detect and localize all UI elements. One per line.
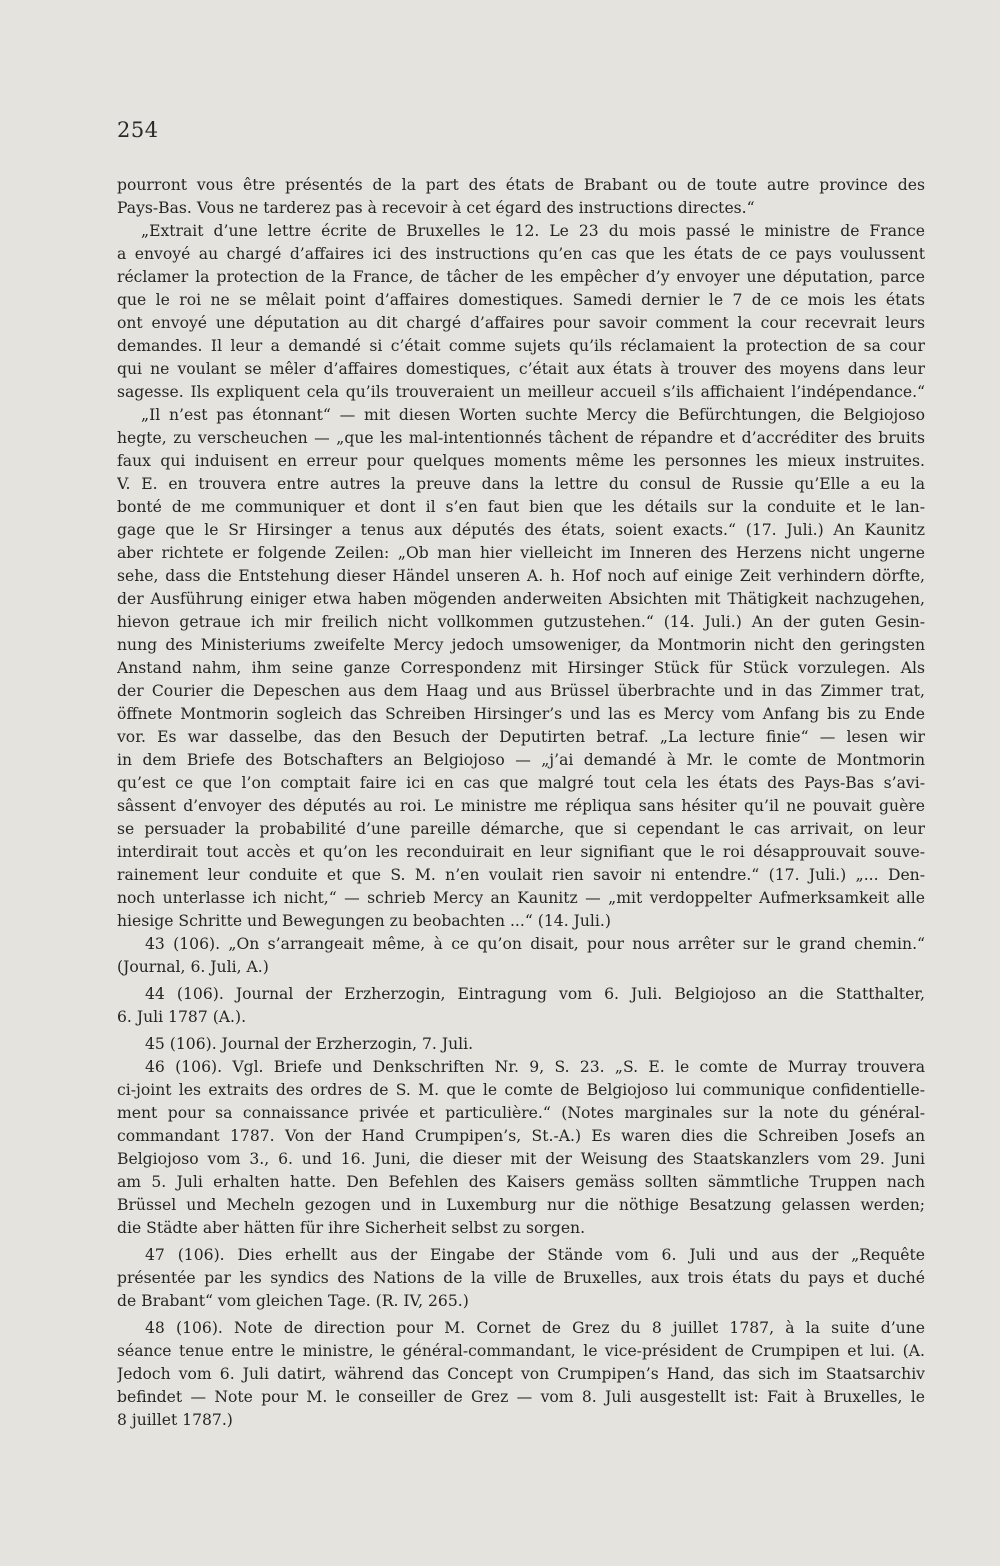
text-line: sagesse. Ils expliquent cela qu’ils trouveraient un meilleur accueil s’ils affichaient l’indépendance.“ <box>117 383 925 401</box>
text-line: interdirait tout accès et qu’on les reconduirait en leur signifiant que le roi désapprouvait souve- <box>117 843 925 861</box>
text-line: Pays-Bas. Vous ne tarderez pas à recevoir à cet égard des instructions directes.“ <box>117 199 755 217</box>
text-line: V. E. en trouvera entre autres la preuve dans la lettre du consul de Russie qu’Elle a eu la <box>117 475 925 493</box>
text-line: der Ausführung einiger etwa haben mögenden anderweiten Absichten mit Thätigkeit nachzugehen, <box>117 590 925 608</box>
text-line: sâssent d’envoyer des députés au roi. Le ministre me répliqua sans hésiter qu’il ne pouvait guère <box>117 797 925 815</box>
text-line: Brüssel und Mecheln gezogen und in Luxemburg nur die nöthige Besatzung gelassen werden; <box>117 1196 925 1214</box>
text-line: qui ne voulant se mêler d’affaires domestiques, c’était aux états à trouver des moyens dans leur <box>117 360 925 378</box>
text-line: hegte, zu verscheuchen — „que les mal-intentionnés tâchent de répandre et d’accréditer des bruits <box>117 429 925 447</box>
text-line: Anstand nahm, ihm seine ganze Correspondenz mit Hirsinger Stück für Stück vorzulegen. Als <box>117 659 925 677</box>
text-line: aber richtete er folgende Zeilen: „Ob man hier vielleicht im Inneren des Herzens nicht ungerne <box>117 544 925 562</box>
text-line: séance tenue entre le ministre, le général-commandant, le vice-président de Crumpipen et lui. (A. <box>117 1342 925 1360</box>
text-line: 8 juillet 1787.) <box>117 1411 233 1429</box>
text-line: öffnete Montmorin sogleich das Schreiben Hirsinger’s und las es Mercy vom Anfang bis zu Ende <box>117 705 925 723</box>
text-line: „Il n’est pas étonnant“ — mit diesen Worten suchte Mercy die Befürchtungen, die Belgiojoso <box>141 406 925 424</box>
page-body-text <box>117 174 925 1432</box>
text-line: 45 (106). Journal der Erzherzogin, 7. Juli. <box>145 1035 474 1053</box>
text-line: 47 (106). Dies erhellt aus der Eingabe der Stände vom 6. Juli und aus der „Requête <box>145 1246 925 1264</box>
text-line: in dem Briefe des Botschafters an Belgiojoso — „j’ai demandé à Mr. le comte de Montmorin <box>117 751 925 769</box>
text-line: demandes. Il leur a demandé si c’était comme sujets qu’ils réclamaient la protection de sa cour <box>117 337 925 355</box>
text-line: ont envoyé une députation au dit chargé d’affaires pour savoir comment la cour recevrait leurs <box>117 314 925 332</box>
text-line: commandant 1787. Von der Hand Crumpipen’s, St.-A.) Es waren dies die Schreiben Josefs an <box>117 1127 925 1145</box>
text-line: der Courier die Depeschen aus dem Haag und aus Brüssel überbrachte und in das Zimmer trat, <box>117 682 925 700</box>
text-line: (Journal, 6. Juli, A.) <box>117 958 269 976</box>
text-line: bonté de me communiquer et dont il s’en faut bien que les détails sur la conduite et le lan- <box>117 498 925 516</box>
text-line: qu’est ce que l’on comptait faire ici en cas que malgré tout cela les états des Pays-Bas s’avi- <box>117 774 925 792</box>
text-line: ment pour sa connaissance privée et particulière.“ (Notes marginales sur la note du général- <box>117 1104 925 1122</box>
text-line: se persuader la probabilité d’une pareille démarche, que si cependant le cas arrivait, on leur <box>117 820 925 838</box>
text-line: hiesige Schritte und Bewegungen zu beobachten ...“ (14. Juli.) <box>117 912 611 930</box>
text-line: noch unterlasse ich nicht,“ — schrieb Mercy an Kaunitz — „mit verdoppelter Aufmerksamkeit alle <box>117 889 925 907</box>
text-line: Belgiojoso vom 3., 6. und 16. Juni, die dieser mit der Weisung des Staatskanzlers vom 29. Juni <box>117 1150 925 1168</box>
text-line: 43 (106). „On s’arrangeait même, à ce qu’on disait, pour nous arrêter sur le grand chemin.“ <box>145 935 925 953</box>
text-line: am 5. Juli erhalten hatte. Den Befehlen des Kaisers gemäss sollten sämmtliche Truppen nach <box>117 1173 925 1191</box>
text-line: pourront vous être présentés de la part des états de Brabant ou de toute autre province des <box>117 176 925 194</box>
text-line: 46 (106). Vgl. Briefe und Denkschriften Nr. 9, S. 23. „S. E. le comte de Murray trouvera <box>145 1058 925 1076</box>
text-line: sehe, dass die Entstehung dieser Händel unseren A. h. Hof noch auf einige Zeit verhindern dörfte, <box>117 567 925 585</box>
text-line: présentée par les syndics des Nations de la ville de Bruxelles, aux trois états du pays et duché <box>117 1269 925 1287</box>
text-line: que le roi ne se mêlait point d’affaires domestiques. Samedi dernier le 7 de ce mois les états <box>117 291 925 309</box>
text-line: hievon getraue ich mir freilich nicht vollkommen gutzustehen.“ (14. Juli.) An der guten Gesin- <box>117 613 925 631</box>
text-line: „Extrait d’une lettre écrite de Bruxelles le 12. Le 23 du mois passé le ministre de France <box>141 222 925 240</box>
text-line: a envoyé au chargé d’affaires ici des instructions qu’en cas que les états de ce pays voulussent <box>117 245 925 263</box>
text-line: 6. Juli 1787 (A.). <box>117 1008 247 1026</box>
text-line: faux qui induisent en erreur pour quelques moments même les personnes les mieux instruites. <box>117 452 925 470</box>
text-line: befindet — Note pour M. le conseiller de Grez — vom 8. Juli ausgestellt ist: Fait à Bruxelles, le <box>117 1388 925 1406</box>
text-line: ci-joint les extraits des ordres de S. M. que le comte de Belgiojoso lui communique confidentielle- <box>117 1081 925 1099</box>
text-line: rainement leur conduite et que S. M. n’en voulait rien savoir ni entendre.“ (17. Juli.) „... Den- <box>117 866 925 884</box>
text-line: Jedoch vom 6. Juli datirt, während das Concept von Crumpipen’s Hand, das sich im Staatsarchiv <box>117 1365 925 1383</box>
text-line: die Städte aber hätten für ihre Sicherheit selbst zu sorgen. <box>117 1219 586 1237</box>
text-line: 44 (106). Journal der Erzherzogin, Eintragung vom 6. Juli. Belgiojoso an die Statthalter, <box>145 985 925 1003</box>
text-line: réclamer la protection de la France, de tâcher de les empêcher d’y envoyer une députation, parce <box>117 268 925 286</box>
text-line: nung des Ministeriums zweifelte Mercy jedoch umsoweniger, da Montmorin nicht den geringsten <box>117 636 925 654</box>
page-number: 254 <box>117 118 159 142</box>
text-line: gage que le Sr Hirsinger a tenus aux députés des états, soient exacts.“ (17. Juli.) An Kaunitz <box>117 521 925 539</box>
text-line: vor. Es war dasselbe, das den Besuch der Deputirten betraf. „La lecture finie“ — lesen wir <box>117 728 925 746</box>
text-line: 48 (106). Note de direction pour M. Cornet de Grez du 8 juillet 1787, à la suite d’une <box>145 1319 925 1337</box>
text-line: de Brabant“ vom gleichen Tage. (R. IV, 265.) <box>117 1292 469 1310</box>
